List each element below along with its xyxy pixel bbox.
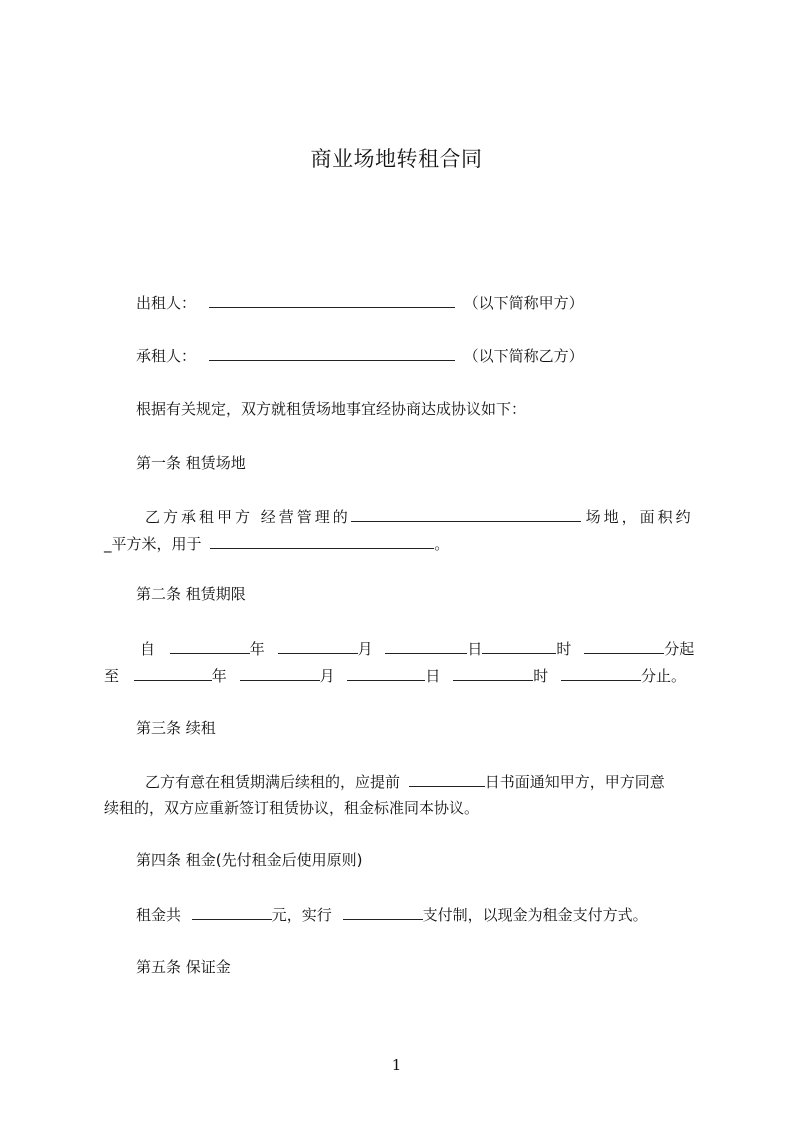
article3-text-b: 日书面通知甲方，甲方同意 [484,773,665,791]
start-year-label: 年 [249,640,265,658]
start-hour-blank[interactable] [482,638,556,654]
lessee-label: 承租人： [136,347,197,365]
end-day-blank[interactable] [347,665,425,681]
intro-paragraph: 根据有关规定，双方就租赁场地事宜经协商达成协议如下： [136,400,527,418]
rent-total-label: 租金共 [136,906,182,924]
lessor-line [136,292,584,313]
end-month-label: 月 [319,667,335,685]
from-label: 自 [140,640,156,658]
article2-heading: 第二条 租赁期限 [136,585,246,603]
article1-area-text: _平方米，用于 [104,535,202,553]
payment-cycle-blank[interactable] [343,904,423,920]
lessor-label: 出租人： [136,294,197,312]
start-day-blank[interactable] [385,638,467,654]
lessee-suffix: （以下简称乙方） [463,347,584,365]
venue-blank[interactable] [351,506,581,522]
notice-days-blank[interactable] [409,771,485,787]
to-label: 至 [104,667,120,685]
lease-end-line [104,665,686,686]
start-day-label: 日 [467,640,483,658]
usage-blank[interactable] [210,533,434,549]
start-minute-label: 分起 [664,640,695,658]
payment-method-label: 支付制，以现金为租金支付方式。 [422,906,648,924]
rent-unit-label: 元，实行 [271,906,332,924]
article3-line2: 续租的，双方应重新签订租赁协议，租金标准同本协议。 [104,799,480,817]
end-hour-blank[interactable] [453,665,533,681]
end-year-blank[interactable] [134,665,212,681]
lessor-suffix: （以下简称甲方） [463,294,584,312]
start-month-blank[interactable] [278,638,358,654]
article3-heading: 第三条 续租 [136,719,216,737]
end-year-label: 年 [211,667,227,685]
end-minute-label: 分止。 [640,667,686,685]
article1-heading: 第一条 租赁场地 [136,454,246,472]
end-minute-blank[interactable] [561,665,641,681]
article1-line2 [104,533,449,554]
start-hour-label: 时 [556,640,572,658]
lessee-line [136,345,584,366]
page-title: 商业场地转租合同 [310,147,483,171]
end-hour-label: 时 [533,667,549,685]
page-number: 1 [391,1056,402,1074]
article5-heading: 第五条 保证金 [136,958,231,976]
article1-text-b: 场地，面积约 [585,508,694,526]
article4-heading: 第四条 租金(先付租金后使用原则) [136,851,363,869]
start-month-label: 月 [357,640,373,658]
article3-text-a: 乙方有意在租赁期满后续租的，应提前 [145,773,401,791]
end-day-label: 日 [425,667,441,685]
start-year-blank[interactable] [170,638,250,654]
article3-line1 [145,771,665,792]
lessor-name-blank[interactable] [209,292,455,308]
article1-line1 [145,506,694,527]
article4-line [136,904,648,925]
lease-start-line [140,638,694,659]
article1-text-a: 乙方承租甲方 经营管理的 [145,508,351,526]
start-minute-blank[interactable] [584,638,664,654]
lessee-name-blank[interactable] [209,345,455,361]
article1-end: 。 [434,535,450,553]
rent-amount-blank[interactable] [192,904,272,920]
end-month-blank[interactable] [240,665,320,681]
